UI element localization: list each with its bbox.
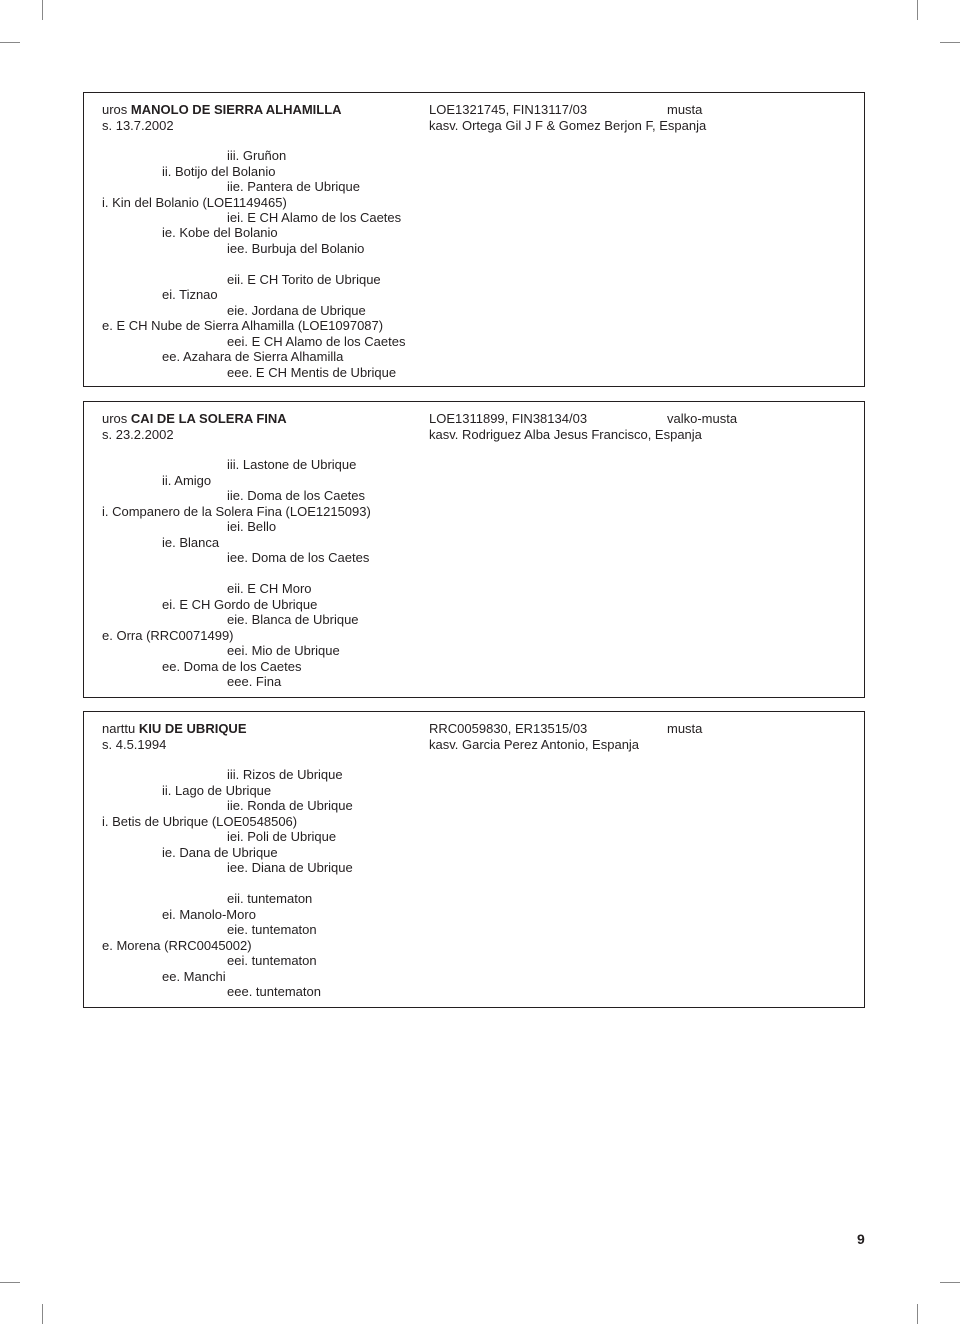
pedigree-entry: iii. Gruñon bbox=[227, 148, 287, 163]
pedigree-entry: eie. Blanca de Ubrique bbox=[227, 612, 359, 627]
pedigree-entry: ii. Amigo bbox=[162, 473, 212, 488]
pedigree-entry: ee. Manchi bbox=[162, 969, 226, 984]
pedigree-entry: ei. Tiznao bbox=[162, 287, 218, 302]
dog-card bbox=[83, 92, 865, 387]
pedigree-entry: eii. tuntematon bbox=[227, 891, 313, 906]
registration-number: RRC0059830, ER13515/03 bbox=[429, 721, 588, 736]
breeder: kasv. Garcia Perez Antonio, Espanja bbox=[429, 737, 640, 752]
dog-name: KIU DE UBRIQUE bbox=[138, 721, 247, 736]
pedigree-entry: ie. Dana de Ubrique bbox=[162, 845, 278, 860]
pedigree-entry: e. Orra (RRC0071499) bbox=[102, 628, 234, 643]
pedigree-entry: eei. tuntematon bbox=[227, 953, 317, 968]
pedigree-entry: iee. Diana de Ubrique bbox=[227, 860, 353, 875]
page-number: 9 bbox=[857, 1231, 865, 1247]
crop-mark bbox=[0, 42, 20, 43]
coat-color: musta bbox=[667, 721, 703, 736]
birth-date: s. 23.2.2002 bbox=[102, 427, 174, 442]
crop-mark bbox=[42, 1304, 43, 1324]
dog-name: MANOLO DE SIERRA ALHAMILLA bbox=[130, 102, 342, 117]
pedigree-entry: iei. Poli de Ubrique bbox=[227, 829, 337, 844]
pedigree-entry: eee. tuntematon bbox=[227, 984, 321, 999]
birth-date: s. 13.7.2002 bbox=[102, 118, 174, 133]
registration-number: LOE1311899, FIN38134/03 bbox=[429, 411, 588, 426]
pedigree-entry: ie. Blanca bbox=[162, 535, 220, 550]
pedigree-entry: ee. Azahara de Sierra Alhamilla bbox=[162, 349, 344, 364]
pedigree-entry: ii. Botijo del Bolanio bbox=[162, 164, 276, 179]
pedigree-entry: eee. Fina bbox=[227, 674, 282, 689]
pedigree-entry: eie. Jordana de Ubrique bbox=[227, 303, 366, 318]
pedigree-entry: iie. Doma de los Caetes bbox=[227, 488, 366, 503]
sex-label: narttu bbox=[102, 721, 136, 736]
pedigree-entry: iei. E CH Alamo de los Caetes bbox=[227, 210, 402, 225]
crop-mark bbox=[0, 1282, 20, 1283]
pedigree-entry: iie. Pantera de Ubrique bbox=[227, 179, 360, 194]
coat-color: valko-musta bbox=[667, 411, 738, 426]
pedigree-entry: ii. Lago de Ubrique bbox=[162, 783, 272, 798]
pedigree-entry: eei. Mio de Ubrique bbox=[227, 643, 340, 658]
crop-mark bbox=[917, 1304, 918, 1324]
breeder: kasv. Ortega Gil J F & Gomez Berjon F, Espanja bbox=[429, 118, 707, 133]
breeder: kasv. Rodriguez Alba Jesus Francisco, Espanja bbox=[429, 427, 702, 442]
sex-label: uros bbox=[102, 102, 128, 117]
crop-mark bbox=[42, 0, 43, 20]
pedigree-entry: iei. Bello bbox=[227, 519, 277, 534]
pedigree-entry: e. E CH Nube de Sierra Alhamilla (LOE1097087) bbox=[102, 318, 384, 333]
pedigree-entry: iii. Rizos de Ubrique bbox=[227, 767, 343, 782]
coat-color: musta bbox=[667, 102, 703, 117]
pedigree-entry: ee. Doma de los Caetes bbox=[162, 659, 302, 674]
dog-name: CAI DE LA SOLERA FINA bbox=[130, 411, 287, 426]
pedigree-entry: iii. Lastone de Ubrique bbox=[227, 457, 357, 472]
pedigree-entry: i. Betis de Ubrique (LOE0548506) bbox=[102, 814, 298, 829]
pedigree-entry: eii. E CH Torito de Ubrique bbox=[227, 272, 381, 287]
pedigree-entry: ei. E CH Gordo de Ubrique bbox=[162, 597, 318, 612]
pedigree-entry: eie. tuntematon bbox=[227, 922, 317, 937]
sex-label: uros bbox=[102, 411, 128, 426]
pedigree-entry: iee. Doma de los Caetes bbox=[227, 550, 370, 565]
dog-card bbox=[83, 711, 865, 1008]
pedigree-entry: i. Kin del Bolanio (LOE1149465) bbox=[102, 195, 287, 210]
crop-mark bbox=[940, 1282, 960, 1283]
pedigree-entry: iee. Burbuja del Bolanio bbox=[227, 241, 365, 256]
pedigree-entry: eee. E CH Mentis de Ubrique bbox=[227, 365, 397, 380]
registration-number: LOE1321745, FIN13117/03 bbox=[429, 102, 588, 117]
pedigree-entry: ei. Manolo-Moro bbox=[162, 907, 256, 922]
dog-card bbox=[83, 401, 865, 698]
pedigree-entry: eei. E CH Alamo de los Caetes bbox=[227, 334, 406, 349]
pedigree-entry: iie. Ronda de Ubrique bbox=[227, 798, 353, 813]
crop-mark bbox=[940, 42, 960, 43]
pedigree-entry: i. Companero de la Solera Fina (LOE1215093) bbox=[102, 504, 371, 519]
birth-date: s. 4.5.1994 bbox=[102, 737, 167, 752]
pedigree-entry: ie. Kobe del Bolanio bbox=[162, 225, 278, 240]
crop-mark bbox=[917, 0, 918, 20]
pedigree-entry: eii. E CH Moro bbox=[227, 581, 312, 596]
pedigree-entry: e. Morena (RRC0045002) bbox=[102, 938, 252, 953]
